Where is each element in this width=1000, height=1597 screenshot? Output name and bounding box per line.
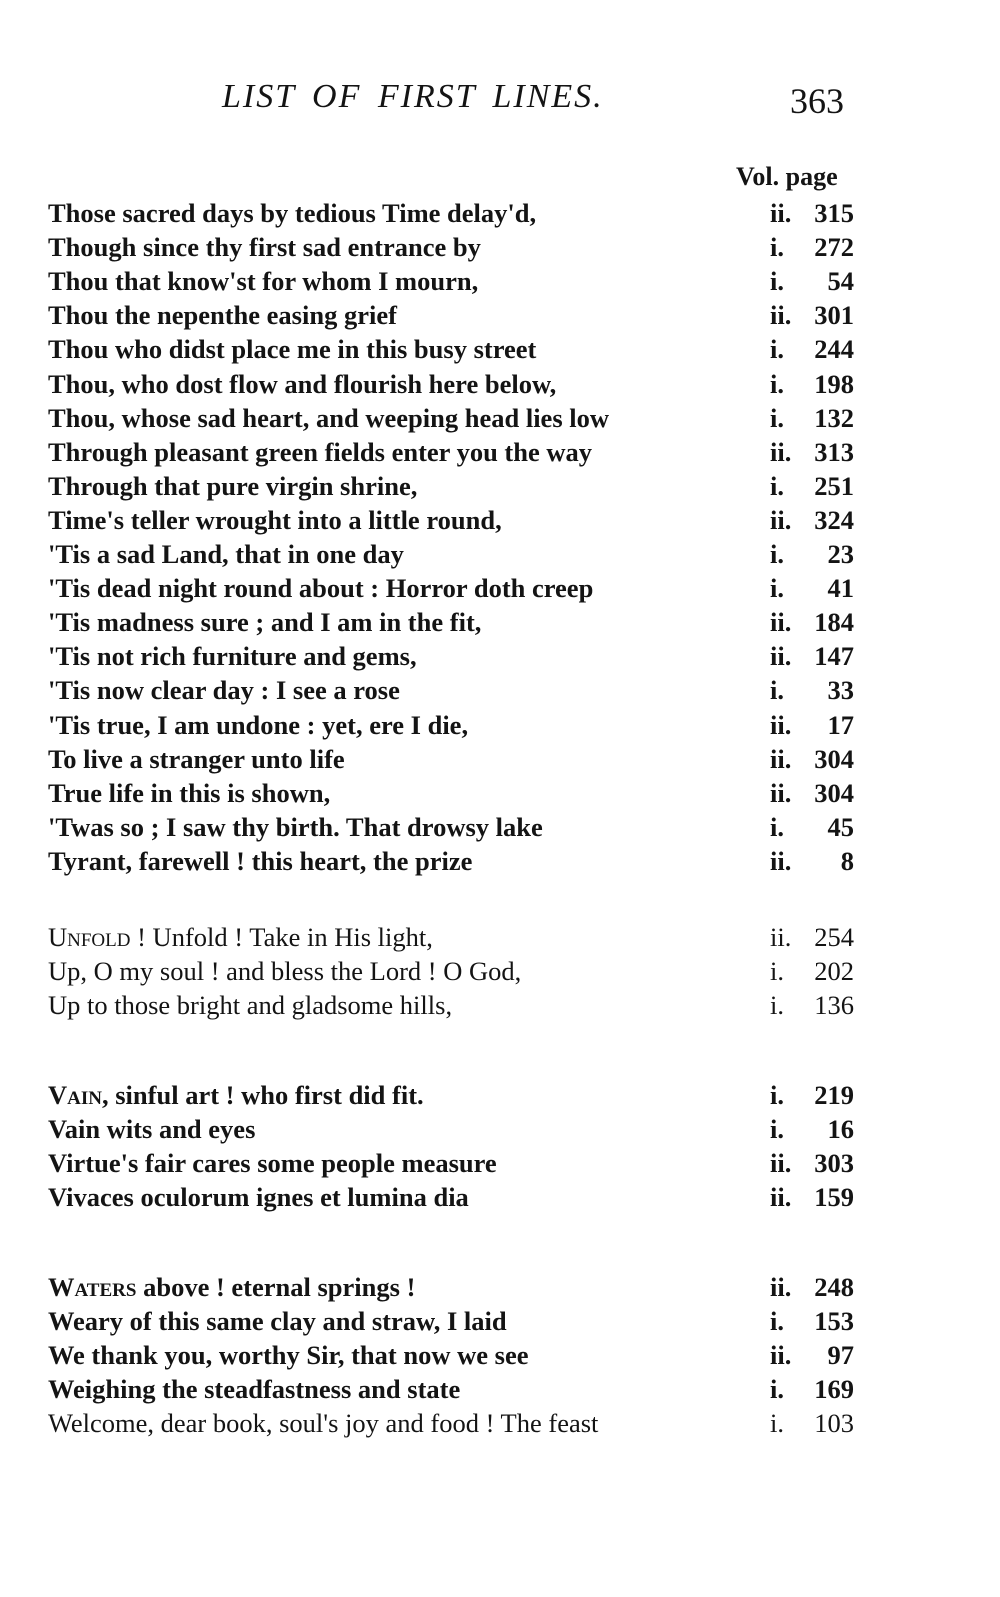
entry-volume: ii. [770, 504, 792, 535]
entry-volume: ii. [770, 1340, 792, 1371]
entry-text: Vain wits and eyes [48, 1114, 256, 1145]
entry-page: 254 [814, 922, 854, 952]
entry-text: Weighing the steadfastness and state [48, 1374, 461, 1405]
entry-volume: ii. [770, 922, 792, 952]
entry-page: 315 [814, 198, 854, 228]
entry-lead-word: Waters [48, 1272, 137, 1302]
entry-first-line [48, 988, 452, 1022]
entry-first-line [48, 1406, 598, 1440]
entry-volume: i. [770, 811, 784, 842]
entry-text: 'Tis not rich furniture and gems, [48, 641, 417, 672]
entry-first-line [48, 605, 481, 639]
entry-text: Up, O my soul ! and bless the Lord ! O God, [48, 956, 522, 987]
entry-volume: ii. [770, 300, 792, 331]
entry-page: 304 [814, 777, 854, 808]
entry-first-line [48, 1372, 460, 1406]
entry-first-line [48, 1112, 255, 1146]
entry-row [48, 571, 858, 605]
entry-first-line [48, 708, 468, 742]
entry-text: 'Tis a sad Land, that in one day [48, 539, 404, 569]
entry-first-line [48, 1078, 424, 1112]
entry-volume: ii. [770, 777, 792, 808]
entry-text: 'Tis madness sure ; and I am in the fit, [48, 607, 482, 638]
entry-text: Thou who didst place me in this busy street [48, 334, 537, 365]
entry-volume: i. [770, 232, 784, 263]
entry-text: Up to those bright and gladsome hills, [48, 990, 453, 1021]
entry-page: 132 [814, 402, 854, 433]
entry-text: Thou, who dost flow and flourish here below, [48, 368, 557, 399]
entry-volume: i. [770, 368, 784, 399]
entry-text: To live a stranger unto life [48, 743, 345, 774]
entry-first-line [48, 810, 543, 844]
entry-row [48, 367, 858, 401]
entry-first-line [48, 332, 536, 366]
entry-first-line [48, 469, 417, 503]
entry-first-line [48, 537, 404, 571]
entry-text: Time's teller wrought into a little round, [48, 504, 502, 535]
entry-volume: i. [770, 402, 784, 433]
entry-volume: ii. [770, 845, 792, 876]
entry-row [48, 810, 858, 844]
entry-page: 301 [814, 300, 854, 331]
entry-page: 159 [814, 1182, 854, 1213]
entry-first-line [48, 1270, 415, 1304]
entry-text: 'Tis true, I am undone : yet, ere I die, [48, 709, 469, 740]
entry-text: Thou that know'st for whom I mourn, [48, 266, 479, 297]
page-title: LIST OF FIRST LINES. [222, 78, 604, 115]
entry-text: Welcome, dear book, soul's joy and food ! The feast [48, 1408, 599, 1439]
entry-volume: ii. [770, 436, 792, 467]
entry-volume: ii. [770, 607, 792, 638]
entry-row [48, 1078, 858, 1112]
entry-first-line [48, 1146, 497, 1180]
entry-page: 324 [814, 504, 854, 535]
entry-row [48, 1146, 858, 1180]
entry-volume: i. [770, 470, 784, 501]
entry-first-line [48, 920, 433, 954]
entry-volume: i. [770, 675, 784, 706]
entry-volume: i. [770, 1374, 784, 1405]
entry-first-line [48, 435, 592, 469]
entry-row [48, 605, 858, 639]
entry-page: 17 [827, 709, 854, 740]
entry-row [48, 1338, 858, 1372]
entry-first-line [48, 1180, 469, 1214]
entry-first-line [48, 1304, 507, 1338]
entry-first-line [48, 503, 502, 537]
entry-first-line [48, 367, 556, 401]
entry-first-line [48, 264, 478, 298]
column-header-vol-page: Vol. page [736, 162, 838, 191]
entry-row [48, 1180, 858, 1214]
entry-page: 303 [814, 1148, 854, 1179]
entry-page: 248 [814, 1272, 854, 1302]
entry-page: 153 [814, 1306, 854, 1337]
entry-page: 54 [827, 266, 854, 297]
entry-row [48, 639, 858, 673]
entry-volume: i. [770, 990, 784, 1021]
entry-row [48, 401, 858, 435]
entry-text: ! Unfold ! Take in His light, [130, 922, 433, 952]
entry-row [48, 435, 858, 469]
entry-volume: i. [770, 573, 784, 604]
entry-row [48, 230, 858, 264]
entry-page: 202 [814, 956, 854, 987]
entry-page: 251 [814, 470, 854, 501]
entry-text: Vivaces oculorum ignes et lumina dia [48, 1182, 469, 1213]
entry-page: 33 [827, 675, 854, 706]
entry-text: Those sacred days by tedious Time delay'd, [48, 198, 537, 228]
entry-row [48, 1112, 858, 1146]
entry-volume: i. [770, 266, 784, 297]
entry-volume: ii. [770, 1272, 792, 1302]
entry-row [48, 1406, 858, 1440]
entry-row [48, 332, 858, 366]
entry-row [48, 537, 858, 571]
entry-first-line [48, 571, 593, 605]
entry-row [48, 708, 858, 742]
entry-first-line [48, 401, 609, 435]
entry-text: Tyrant, farewell ! this heart, the prize [48, 845, 473, 876]
entry-volume: i. [770, 1080, 784, 1110]
entry-page: 219 [814, 1080, 854, 1110]
entry-volume: i. [770, 1114, 784, 1145]
entry-text: , sinful art ! who first did fit. [101, 1080, 424, 1110]
entry-row [48, 1304, 858, 1338]
entry-row [48, 1270, 858, 1304]
entry-page: 136 [814, 990, 854, 1021]
entry-text: Through that pure virgin shrine, [48, 470, 418, 501]
entry-page: 45 [827, 811, 854, 842]
entry-text: 'Tis now clear day : I see a rose [48, 675, 400, 706]
entry-text: 'Twas so ; I saw thy birth. That drowsy lake [48, 811, 543, 842]
entry-page: 147 [814, 641, 854, 672]
entry-row [48, 1372, 858, 1406]
entry-page: 41 [827, 573, 854, 604]
entry-volume: ii. [770, 198, 792, 228]
entry-volume: ii. [770, 709, 792, 740]
entry-page: 272 [814, 232, 854, 263]
entry-page: 313 [814, 436, 854, 467]
entry-first-line [48, 742, 345, 776]
entry-page: 103 [814, 1408, 854, 1439]
entry-page: 8 [840, 845, 854, 876]
entry-row [48, 742, 858, 776]
entry-page: 244 [814, 334, 854, 365]
entry-text: above ! eternal springs ! [136, 1272, 416, 1302]
entry-text: Weary of this same clay and straw, I laid [48, 1306, 507, 1337]
entry-volume: i. [770, 1408, 784, 1439]
entry-lead-word: Unfold [48, 922, 131, 952]
entry-page: 16 [827, 1114, 854, 1145]
entry-volume: ii. [770, 641, 792, 672]
entry-text: We thank you, worthy Sir, that now we see [48, 1340, 529, 1371]
entry-volume: i. [770, 539, 784, 569]
entry-row [48, 503, 858, 537]
entry-page: 97 [827, 1340, 854, 1371]
entry-first-line [48, 230, 481, 264]
entry-page: 198 [814, 368, 854, 399]
entry-row [48, 264, 858, 298]
entry-volume: i. [770, 956, 784, 987]
entry-row [48, 954, 858, 988]
entry-volume: i. [770, 334, 784, 365]
entry-text: Thou, whose sad heart, and weeping head lies low [48, 402, 610, 433]
entry-page: 23 [827, 539, 854, 569]
entry-text: Virtue's fair cares some people measure [48, 1148, 497, 1179]
entry-row [48, 776, 858, 810]
entry-volume: ii. [770, 1182, 792, 1213]
entry-first-line [48, 639, 417, 673]
entry-row [48, 673, 858, 707]
entry-lead-word: Vain [48, 1080, 102, 1110]
entry-row [48, 920, 858, 954]
entry-row [48, 298, 858, 332]
entry-text: Through pleasant green fields enter you the way [48, 436, 593, 467]
entry-first-line [48, 954, 521, 988]
entry-row [48, 469, 858, 503]
page-header [0, 78, 1000, 128]
entry-row [48, 988, 858, 1022]
entry-volume: ii. [770, 743, 792, 774]
entry-text: 'Tis dead night round about : Horror doth creep [48, 573, 594, 604]
entry-page: 184 [814, 607, 854, 638]
entry-first-line [48, 844, 472, 878]
entry-page: 169 [814, 1374, 854, 1405]
entry-volume: ii. [770, 1148, 792, 1179]
entry-volume: i. [770, 1306, 784, 1337]
entry-row [48, 196, 858, 230]
page-number: 363 [790, 81, 844, 121]
entry-first-line [48, 1338, 528, 1372]
entry-first-line [48, 673, 400, 707]
entry-text: True life in this is shown, [48, 777, 331, 808]
entry-first-line [48, 196, 536, 230]
entry-row [48, 844, 858, 878]
entry-text: Thou the nepenthe easing grief [48, 300, 397, 331]
entry-first-line [48, 776, 330, 810]
entry-page: 304 [814, 743, 854, 774]
entry-text: Though since thy first sad entrance by [48, 232, 481, 263]
entry-first-line [48, 298, 397, 332]
